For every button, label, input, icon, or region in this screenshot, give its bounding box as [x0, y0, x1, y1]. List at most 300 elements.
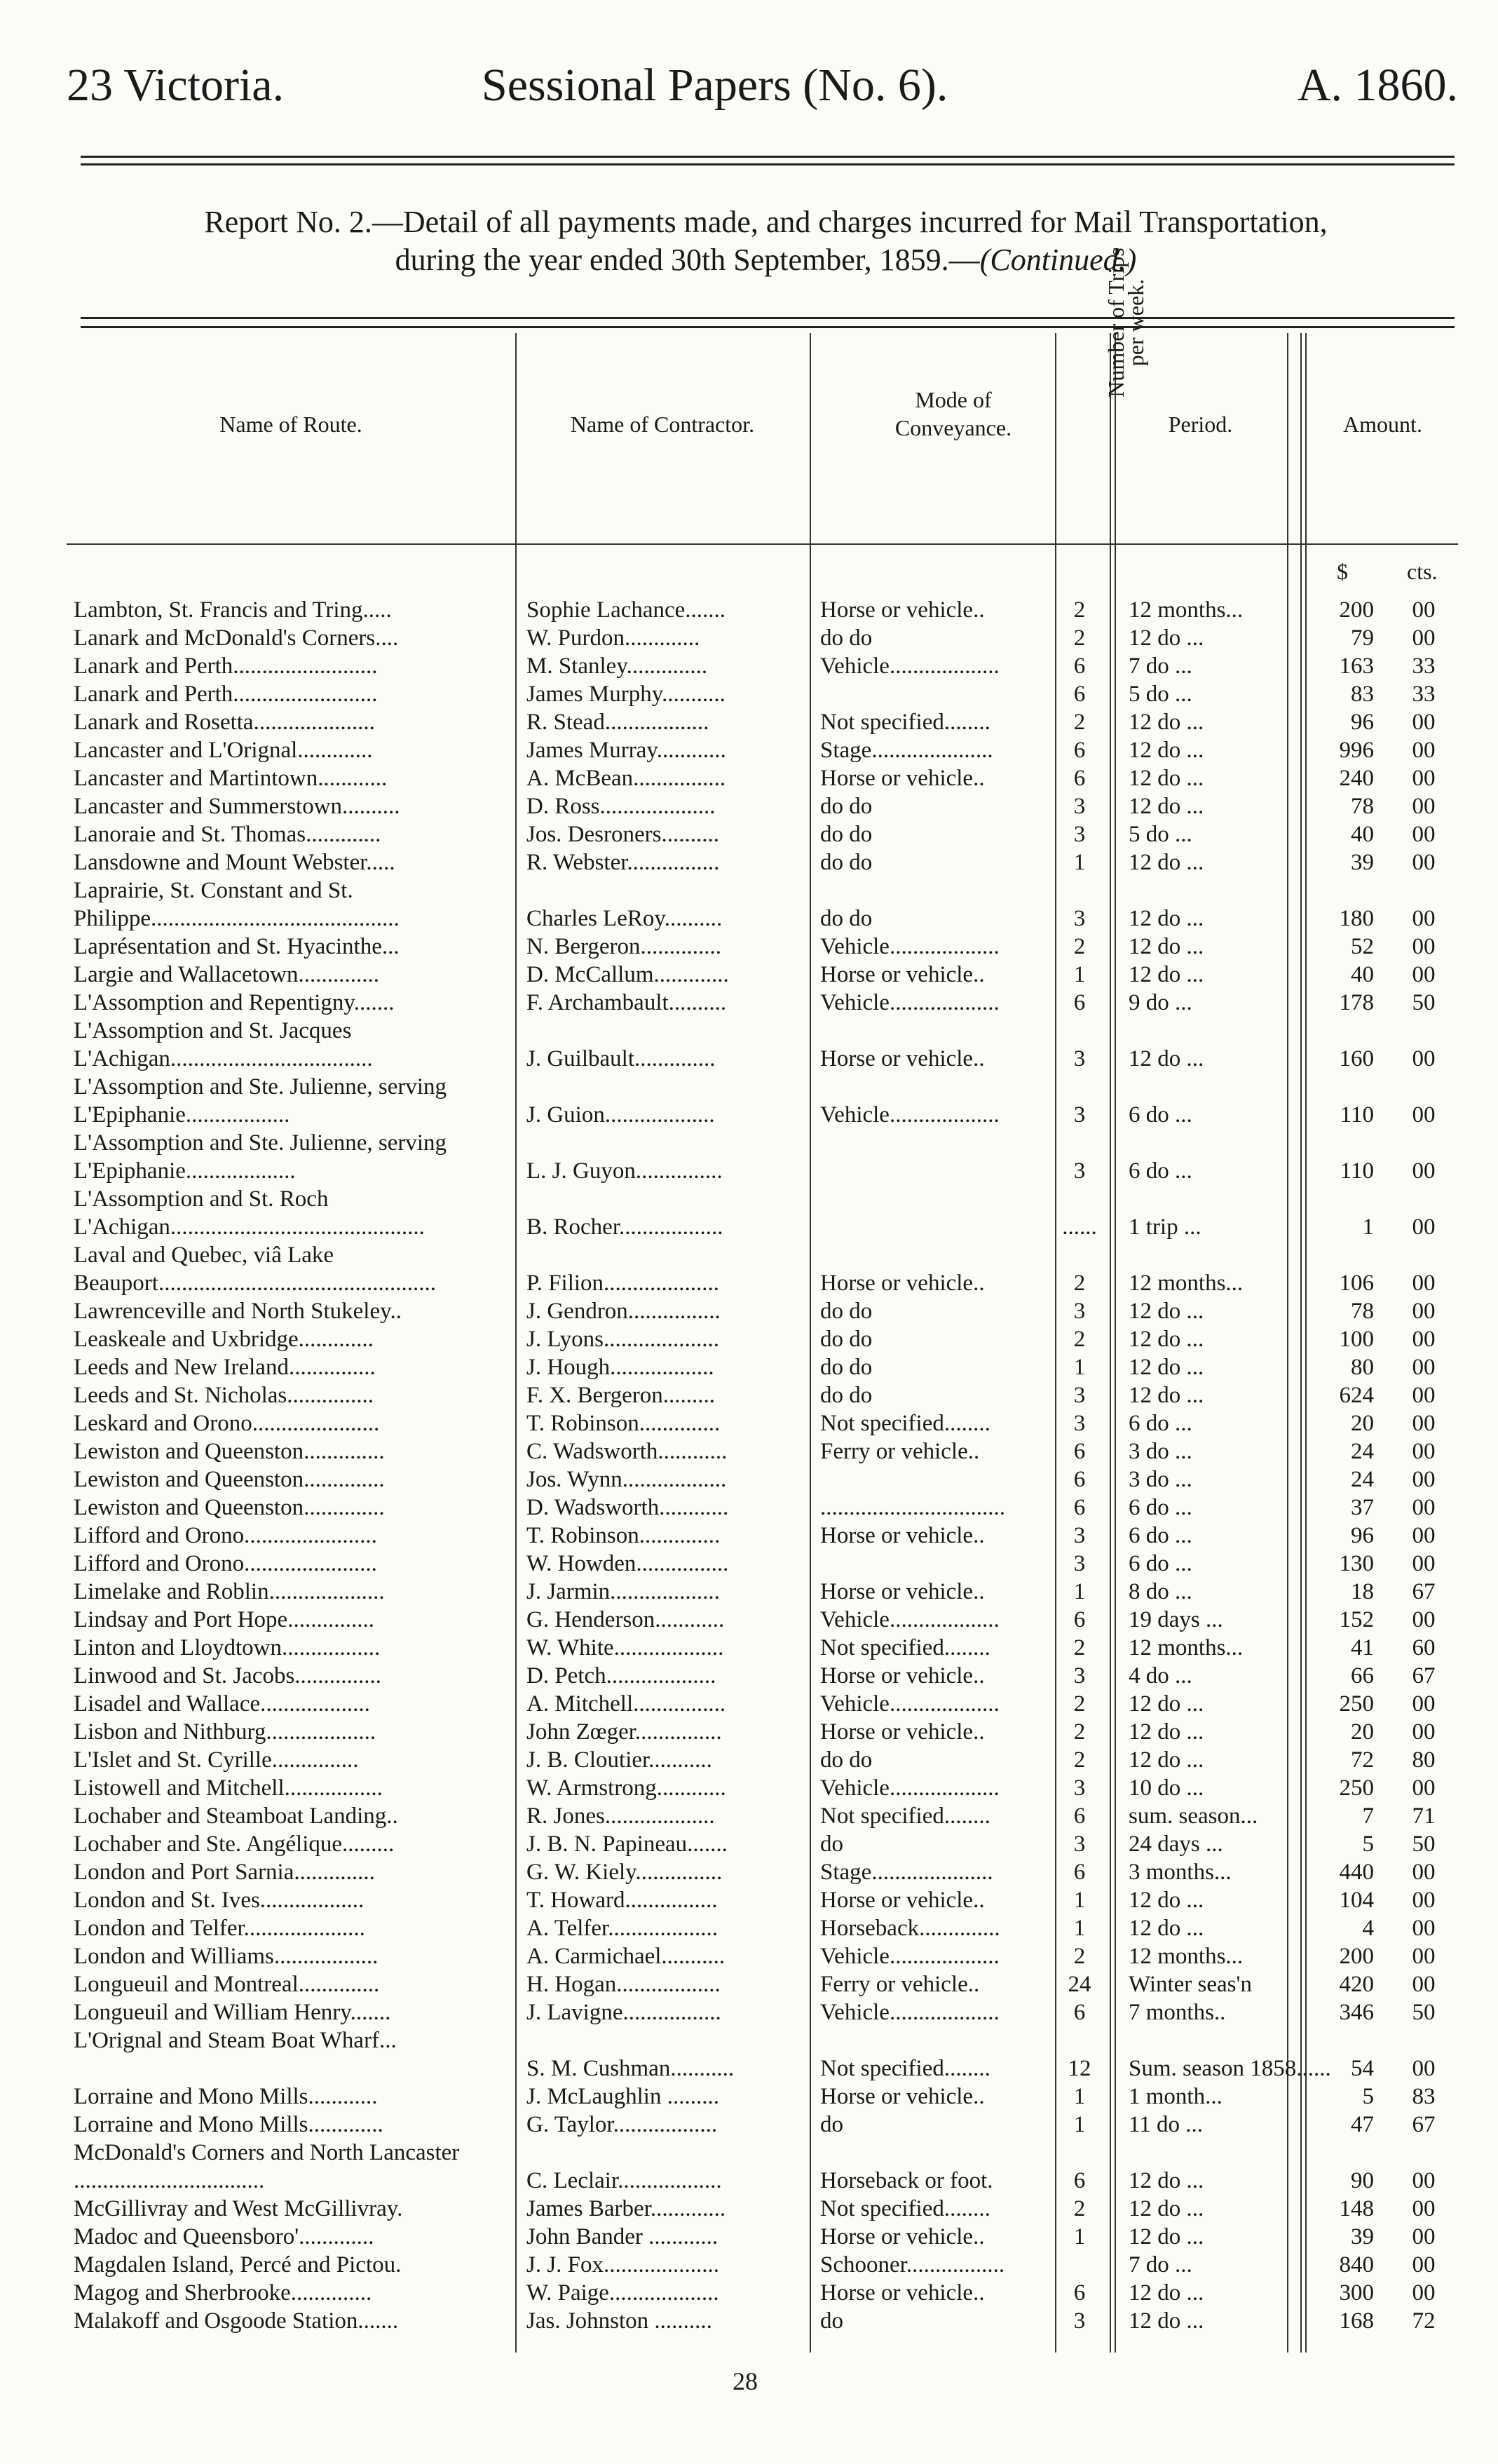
- cell-trips: 2: [1073, 1327, 1086, 1352]
- cell-mode: Horse or vehicle..: [820, 2084, 985, 2109]
- cell-cents: 00: [1412, 1495, 1436, 1520]
- cell-period: 12 do ...: [1129, 625, 1204, 651]
- cell-mode: Horse or vehicle..: [820, 1523, 985, 1548]
- cell-dollars: 624: [1339, 1383, 1374, 1408]
- cell-period: 7 do ...: [1129, 654, 1192, 679]
- cell-mode: Horse or vehicle..: [820, 1579, 985, 1604]
- cell-dollars: 168: [1339, 2308, 1374, 2334]
- cell-cents: 00: [1412, 2280, 1436, 2306]
- cell-contractor: J. Guilbault..............: [526, 1046, 716, 1071]
- report-title: [74, 203, 1458, 279]
- cell-route: Laval and Quebec, viâ Lake Beauport................................................: [74, 1243, 436, 1296]
- table-row: [67, 1718, 1458, 1746]
- cell-route: L'Assomption and St. Jacques L'Achigan...................................: [74, 1018, 373, 1071]
- cell-period: 12 do ...: [1129, 2308, 1204, 2334]
- cell-dollars: 90: [1351, 2168, 1374, 2193]
- cell-period: 8 do ...: [1129, 1579, 1192, 1604]
- cell-mode: Horse or vehicle..: [820, 766, 985, 791]
- cell-contractor: R. Webster................: [526, 850, 720, 875]
- table-row: [67, 1998, 1458, 2026]
- cell-cents: 00: [1412, 1691, 1436, 1717]
- cell-dollars: 79: [1351, 625, 1374, 651]
- cell-contractor: A. Telfer...................: [526, 1916, 718, 1941]
- cell-dollars: 66: [1351, 1663, 1374, 1688]
- cell-contractor: T. Howard................: [526, 1888, 718, 1913]
- cell-trips: 2: [1073, 597, 1086, 623]
- cell-route: Linton and Lloydtown.................: [74, 1635, 381, 1660]
- cell-period: 6 do ...: [1129, 1495, 1192, 1520]
- title-line-2-text: during the year ended 30th September, 1859.—: [395, 243, 980, 277]
- cell-trips: 2: [1073, 1944, 1086, 1969]
- cell-route: Lochaber and Ste. Angélique.........: [74, 1832, 395, 1857]
- cell-route: Lisbon and Nithburg...................: [74, 1719, 376, 1745]
- cell-cents: 00: [1412, 1551, 1436, 1576]
- cell-mode: Not specified........: [820, 1411, 990, 1436]
- cell-cents: 50: [1412, 1832, 1436, 1857]
- col-header-contractor: Name of Contractor.: [570, 412, 755, 437]
- table-row: [67, 1886, 1458, 1914]
- cell-cents: 33: [1412, 682, 1436, 707]
- table-row: [67, 2307, 1458, 2335]
- cell-contractor: G. Henderson............: [526, 1607, 725, 1632]
- table-row: [67, 2223, 1458, 2251]
- cell-dollars: 180: [1339, 906, 1374, 931]
- cell-period: 12 do ...: [1129, 1327, 1204, 1352]
- cell-mode: Not specified........: [820, 1803, 990, 1829]
- cell-route: London and Telfer.....................: [74, 1916, 365, 1941]
- table-row: [67, 1690, 1458, 1718]
- cell-contractor: J. Guion...................: [526, 1102, 715, 1128]
- cell-dollars: 47: [1351, 2112, 1374, 2137]
- cell-period: 12 do ...: [1129, 906, 1204, 931]
- cell-mode: Vehicle...................: [820, 1944, 1000, 1969]
- cell-cents: 71: [1412, 1803, 1436, 1829]
- cell-contractor: A. Mitchell................: [526, 1691, 726, 1717]
- cell-dollars: 52: [1351, 934, 1374, 959]
- cell-mode: Vehicle...................: [820, 2000, 1000, 2025]
- cell-contractor: James Murphy...........: [526, 682, 726, 707]
- cell-dollars: 5: [1362, 1832, 1374, 1857]
- cell-mode: do do: [820, 850, 873, 875]
- cell-cents: 00: [1412, 1860, 1436, 1885]
- cell-period: 12 months...: [1129, 1271, 1244, 1296]
- cell-dollars: 80: [1351, 1355, 1374, 1380]
- table-row: [67, 989, 1458, 1017]
- cell-dollars: 24: [1351, 1439, 1374, 1464]
- cell-trips: 3: [1073, 1551, 1086, 1576]
- cell-route: Lancaster and Martintown............: [74, 766, 388, 791]
- cell-contractor: J. McLaughlin .........: [526, 2084, 719, 2109]
- table-row: [67, 848, 1458, 876]
- cell-contractor: P. Filion....................: [526, 1271, 720, 1296]
- cell-dollars: 346: [1339, 2000, 1374, 2025]
- cell-contractor: H. Hogan..................: [526, 1972, 721, 1997]
- cell-dollars: 240: [1339, 766, 1374, 791]
- cell-route: London and Port Sarnia..............: [74, 1860, 375, 1885]
- cell-mode: do do: [820, 1747, 873, 1773]
- cell-dollars: 72: [1351, 1747, 1374, 1773]
- table-row: [67, 736, 1458, 764]
- cell-route: Laprésentation and St. Hyacinthe...: [74, 934, 400, 959]
- cell-period: 12 do ...: [1129, 2280, 1204, 2306]
- table-row: [67, 1129, 1458, 1185]
- table-row: [67, 1606, 1458, 1634]
- cell-mode: do do: [820, 1383, 873, 1408]
- cell-mode: Not specified........: [820, 710, 990, 735]
- cell-route: Madoc and Queensboro'.............: [74, 2224, 374, 2249]
- cell-period: 12 do ...: [1129, 738, 1204, 763]
- table-row: [67, 2083, 1458, 2111]
- title-line-2: [74, 241, 1458, 279]
- cell-contractor: S. M. Cushman...........: [526, 2056, 735, 2081]
- cell-mode: do do: [820, 625, 873, 651]
- col-header-period: Period.: [1168, 412, 1233, 437]
- cell-route: Lewiston and Queenston..............: [74, 1467, 385, 1492]
- cell-cents: 00: [1412, 1327, 1436, 1352]
- cell-mode: ................................: [820, 1495, 1005, 1520]
- cell-dollars: 7: [1362, 1803, 1374, 1829]
- cell-route: Lanark and McDonald's Corners....: [74, 625, 399, 651]
- cell-trips: 6: [1073, 2168, 1086, 2193]
- cell-trips: 6: [1073, 1467, 1086, 1492]
- cell-mode: do: [820, 2112, 843, 2137]
- cell-route: Magog and Sherbrooke..............: [74, 2280, 372, 2306]
- table-row: [67, 1325, 1458, 1353]
- cell-cents: 00: [1412, 850, 1436, 875]
- cell-trips: 6: [1073, 1860, 1086, 1885]
- table-row: [67, 1802, 1458, 1830]
- cell-cents: 00: [1412, 934, 1436, 959]
- cell-route: Lanark and Perth.........................: [74, 654, 378, 679]
- header-year: A. 1860.: [1297, 60, 1458, 111]
- cell-period: 12 do ...: [1129, 1383, 1204, 1408]
- cell-trips: 3: [1073, 1775, 1086, 1801]
- cell-contractor: C. Wadsworth............: [526, 1439, 728, 1464]
- cell-route: Linwood and St. Jacobs...............: [74, 1663, 382, 1688]
- cell-period: Sum. season 1858......: [1129, 2056, 1331, 2081]
- cell-contractor: J. Gendron................: [526, 1299, 721, 1324]
- cell-cents: 00: [1412, 625, 1436, 651]
- cell-route: Lisadel and Wallace...................: [74, 1691, 370, 1717]
- cell-trips: ......: [1062, 1214, 1097, 1240]
- col-header-route: Name of Route.: [219, 412, 362, 437]
- cell-dollars: 96: [1351, 1523, 1374, 1548]
- cell-contractor: W. Paige...................: [526, 2280, 719, 2306]
- cell-cents: 00: [1412, 1972, 1436, 1997]
- cell-period: 12 months...: [1129, 597, 1244, 623]
- header-bottom-rule: [67, 543, 1458, 545]
- table-row: [67, 1942, 1458, 1970]
- cell-cents: 00: [1412, 1411, 1436, 1436]
- table-row: [67, 764, 1458, 792]
- table-row: [67, 1437, 1458, 1465]
- table-row: [67, 820, 1458, 848]
- cell-cents: 00: [1412, 1158, 1436, 1184]
- cell-trips: 3: [1073, 906, 1086, 931]
- table-row: [67, 1241, 1458, 1297]
- table-row: [67, 2026, 1458, 2083]
- cell-trips: 6: [1073, 1495, 1086, 1520]
- cell-cents: 00: [1412, 2196, 1436, 2221]
- cell-period: 7 months..: [1129, 2000, 1226, 2025]
- cell-dollars: 440: [1339, 1860, 1374, 1885]
- cell-cents: 00: [1412, 1888, 1436, 1913]
- cell-trips: 3: [1073, 1299, 1086, 1324]
- cell-mode: Horse or vehicle..: [820, 1719, 985, 1745]
- cell-route: Leaskeale and Uxbridge.............: [74, 1327, 374, 1352]
- cell-trips: 2: [1073, 1271, 1086, 1296]
- col-header-mode: Mode of Conveyance.: [894, 387, 1012, 440]
- cell-mode: do: [820, 2308, 843, 2334]
- header-session: 23 Victoria.: [67, 60, 285, 111]
- cell-mode: Not specified........: [820, 1635, 990, 1660]
- cell-dollars: 83: [1351, 682, 1374, 707]
- cell-contractor: N. Bergeron..............: [526, 934, 722, 959]
- cell-cents: 50: [1412, 2000, 1436, 2025]
- cell-contractor: L. J. Guyon...............: [526, 1158, 723, 1184]
- cell-dollars: 18: [1351, 1579, 1374, 1604]
- cell-dollars: 148: [1339, 2196, 1374, 2221]
- cell-period: 5 do ...: [1129, 822, 1192, 847]
- cell-dollars: 20: [1351, 1719, 1374, 1745]
- cell-route: Listowell and Mitchell.................: [74, 1775, 383, 1801]
- cell-period: Winter seas'n: [1129, 1972, 1252, 1997]
- cell-mode: Ferry or vehicle..: [820, 1972, 980, 1997]
- table-row: [67, 2139, 1458, 2195]
- cell-contractor: James Murray............: [526, 738, 726, 763]
- cell-trips: 6: [1073, 738, 1086, 763]
- cell-trips: 3: [1073, 2308, 1086, 2334]
- cell-period: 12 do ...: [1129, 962, 1204, 987]
- table-row: [67, 1858, 1458, 1886]
- cell-route: Lanark and Rosetta.....................: [74, 710, 375, 735]
- cell-cents: 80: [1412, 1747, 1436, 1773]
- cell-mode: Horse or vehicle..: [820, 2224, 985, 2249]
- cell-period: 12 do ...: [1129, 2224, 1204, 2249]
- cell-contractor: T. Robinson..............: [526, 1523, 721, 1548]
- cell-contractor: D. McCallum.............: [526, 962, 729, 987]
- cell-cents: 00: [1412, 822, 1436, 847]
- cell-dollars: 300: [1339, 2280, 1374, 2306]
- table-row: [67, 2251, 1458, 2279]
- table-row: [67, 1297, 1458, 1325]
- cell-route: Lansdowne and Mount Webster.....: [74, 850, 395, 875]
- cell-trips: 1: [1073, 2112, 1086, 2137]
- table-row: [67, 1746, 1458, 1774]
- cell-trips: 1: [1073, 1916, 1086, 1941]
- table-row: [67, 1465, 1458, 1494]
- cell-contractor: J. Lavigne.................: [526, 2000, 721, 2025]
- header-double-rule: [81, 156, 1455, 165]
- cell-trips: 2: [1073, 1691, 1086, 1717]
- cell-cents: 60: [1412, 1635, 1436, 1660]
- cell-mode: Horse or vehicle..: [820, 1271, 985, 1296]
- cell-route: Lochaber and Steamboat Landing..: [74, 1803, 398, 1829]
- cell-cents: 00: [1412, 1467, 1436, 1492]
- cell-period: 7 do ...: [1129, 2252, 1192, 2277]
- cell-route: Lorraine and Mono Mills.............: [74, 2112, 383, 2137]
- cell-mode: Vehicle...................: [820, 1691, 1000, 1717]
- table-row: [67, 876, 1458, 933]
- cell-contractor: C. Leclair..................: [526, 2168, 722, 2193]
- table-row: [67, 1550, 1458, 1578]
- cell-cents: 67: [1412, 2112, 1436, 2137]
- cell-route: L'Assomption and Repentigny.......: [74, 990, 395, 1015]
- cell-mode: Not specified........: [820, 2196, 990, 2221]
- title-line-1: Report No. 2.—Detail of all payments made, and charges incurred for Mail Transportation,: [204, 205, 1328, 239]
- table-top-double-rule: [81, 317, 1455, 328]
- cell-route: L'Assomption and Ste. Julienne, serving L'Epiphanie...................: [74, 1130, 447, 1184]
- cell-route: Lanoraie and St. Thomas.............: [74, 822, 381, 847]
- cell-trips: 2: [1073, 1747, 1086, 1773]
- cell-route: Magdalen Island, Percé and Pictou.: [74, 2252, 402, 2277]
- cell-mode: Horseback..............: [820, 1916, 1000, 1941]
- cell-trips: 3: [1073, 822, 1086, 847]
- cell-trips: 3: [1073, 1158, 1086, 1184]
- cell-trips: 1: [1073, 850, 1086, 875]
- table-row: [67, 2111, 1458, 2139]
- cell-period: 12 do ...: [1129, 1299, 1204, 1324]
- cell-cents: 00: [1412, 1271, 1436, 1296]
- cell-contractor: John Zœger...............: [526, 1719, 722, 1745]
- cell-trips: 2: [1073, 710, 1086, 735]
- page-number: 28: [733, 2367, 758, 2395]
- cell-period: 12 do ...: [1129, 710, 1204, 735]
- table-row: [67, 624, 1458, 652]
- cell-route: Laprairie, St. Constant and St. Philippe...........................................: [74, 878, 400, 931]
- cell-route: Longueuil and William Henry.......: [74, 2000, 391, 2025]
- cell-mode: do do: [820, 1327, 873, 1352]
- cell-route: Lancaster and L'Orignal.............: [74, 738, 373, 763]
- cell-dollars: 160: [1339, 1046, 1374, 1071]
- cell-contractor: G. Taylor..................: [526, 2112, 718, 2137]
- cell-dollars: 104: [1339, 1888, 1374, 1913]
- cell-cents: 00: [1412, 2224, 1436, 2249]
- cell-period: 3 months...: [1129, 1860, 1232, 1885]
- cell-dollars: 152: [1339, 1607, 1374, 1632]
- cell-cents: 00: [1412, 1775, 1436, 1801]
- cell-dollars: 39: [1351, 2224, 1374, 2249]
- cell-trips: 1: [1073, 2084, 1086, 2109]
- cell-contractor: J. Hough..................: [526, 1355, 714, 1380]
- cell-cents: 00: [1412, 738, 1436, 763]
- cell-dollars: 250: [1339, 1691, 1374, 1717]
- table-row: [67, 792, 1458, 820]
- cell-mode: Schooner.................: [820, 2252, 1005, 2277]
- unit-cents: cts.: [1407, 559, 1438, 584]
- cell-cents: 00: [1412, 962, 1436, 987]
- cell-period: 12 do ...: [1129, 2168, 1204, 2193]
- cell-period: 1 trip ...: [1129, 1214, 1201, 1240]
- cell-contractor: J. B. Cloutier...........: [526, 1747, 712, 1773]
- cell-period: 5 do ...: [1129, 682, 1192, 707]
- cell-contractor: M. Stanley..............: [526, 654, 708, 679]
- cell-route: Lindsay and Port Hope...............: [74, 1607, 374, 1632]
- cell-mode: Not specified........: [820, 2056, 990, 2081]
- table-row: [67, 1830, 1458, 1858]
- cell-route: L'Orignal and Steam Boat Wharf...: [74, 2028, 397, 2053]
- cell-dollars: 96: [1351, 710, 1374, 735]
- cell-dollars: 40: [1351, 822, 1374, 847]
- cell-cents: 00: [1412, 906, 1436, 931]
- cell-period: 10 do ...: [1129, 1775, 1204, 1801]
- cell-cents: 72: [1412, 2308, 1436, 2334]
- table-row: [67, 1914, 1458, 1942]
- cell-contractor: F. Archambault..........: [526, 990, 727, 1015]
- cell-route: L'Assomption and St. Roch L'Achigan............................................: [74, 1186, 425, 1240]
- cell-dollars: 110: [1340, 1158, 1374, 1184]
- cell-cents: 83: [1412, 2084, 1436, 2109]
- cell-trips: 2: [1073, 625, 1086, 651]
- table-row: [67, 680, 1458, 708]
- cell-contractor: Jas. Johnston ..........: [526, 2308, 712, 2334]
- cell-trips: 2: [1073, 934, 1086, 959]
- cell-period: 12 months...: [1129, 1635, 1244, 1660]
- unit-dollars: $: [1337, 559, 1348, 584]
- cell-mode: Vehicle...................: [820, 1607, 1000, 1632]
- table-body: [67, 596, 1458, 2335]
- cell-cents: 00: [1412, 2252, 1436, 2277]
- table-row: [67, 652, 1458, 680]
- cell-trips: 1: [1073, 2224, 1086, 2249]
- cell-trips: 3: [1073, 1383, 1086, 1408]
- cell-trips: 1: [1073, 1579, 1086, 1604]
- cell-trips: 24: [1068, 1972, 1091, 1997]
- cell-trips: 6: [1073, 2280, 1086, 2306]
- cell-cents: 00: [1412, 1439, 1436, 1464]
- cell-contractor: W. Purdon.............: [526, 625, 700, 651]
- cell-trips: 6: [1073, 1439, 1086, 1464]
- cell-trips: 6: [1073, 766, 1086, 791]
- cell-trips: 3: [1073, 1411, 1086, 1436]
- cell-trips: 1: [1073, 1888, 1086, 1913]
- cell-cents: 00: [1412, 597, 1436, 623]
- cell-mode: Horse or vehicle..: [820, 962, 985, 987]
- table-row: [67, 1494, 1458, 1522]
- cell-route: Leeds and New Ireland...............: [74, 1355, 376, 1380]
- table-row: [67, 1634, 1458, 1662]
- cell-trips: 3: [1073, 1832, 1086, 1857]
- title-continued: (Continued.): [979, 243, 1137, 277]
- table-row: [67, 933, 1458, 961]
- cell-trips: 12: [1068, 2056, 1091, 2081]
- cell-trips: 6: [1073, 654, 1086, 679]
- cell-contractor: A. Carmichael...........: [526, 1944, 726, 1969]
- cell-contractor: W. Armstrong............: [526, 1775, 726, 1801]
- cell-period: 4 do ...: [1129, 1663, 1192, 1688]
- cell-contractor: W. White...................: [526, 1635, 724, 1660]
- cell-dollars: 37: [1351, 1495, 1374, 1520]
- table-row: [67, 1185, 1458, 1241]
- cell-period: 3 do ...: [1129, 1467, 1192, 1492]
- cell-cents: 00: [1412, 1523, 1436, 1548]
- cell-dollars: 40: [1351, 962, 1374, 987]
- cell-dollars: 178: [1339, 990, 1374, 1015]
- cell-period: 12 do ...: [1129, 1691, 1204, 1717]
- cell-cents: 50: [1412, 990, 1436, 1015]
- cell-route: Lewiston and Queenston..............: [74, 1495, 385, 1520]
- header-title: Sessional Papers (No. 6).: [482, 60, 948, 111]
- cell-trips: 6: [1073, 1803, 1086, 1829]
- cell-period: 12 do ...: [1129, 766, 1204, 791]
- cell-route: Longueuil and Montreal..............: [74, 1972, 380, 1997]
- cell-trips: 3: [1073, 794, 1086, 819]
- cell-trips: 3: [1073, 1523, 1086, 1548]
- cell-contractor: James Barber.............: [526, 2196, 726, 2221]
- cell-route: London and Williams..................: [74, 1944, 379, 1969]
- cell-dollars: 41: [1351, 1635, 1374, 1660]
- cell-cents: 00: [1412, 794, 1436, 819]
